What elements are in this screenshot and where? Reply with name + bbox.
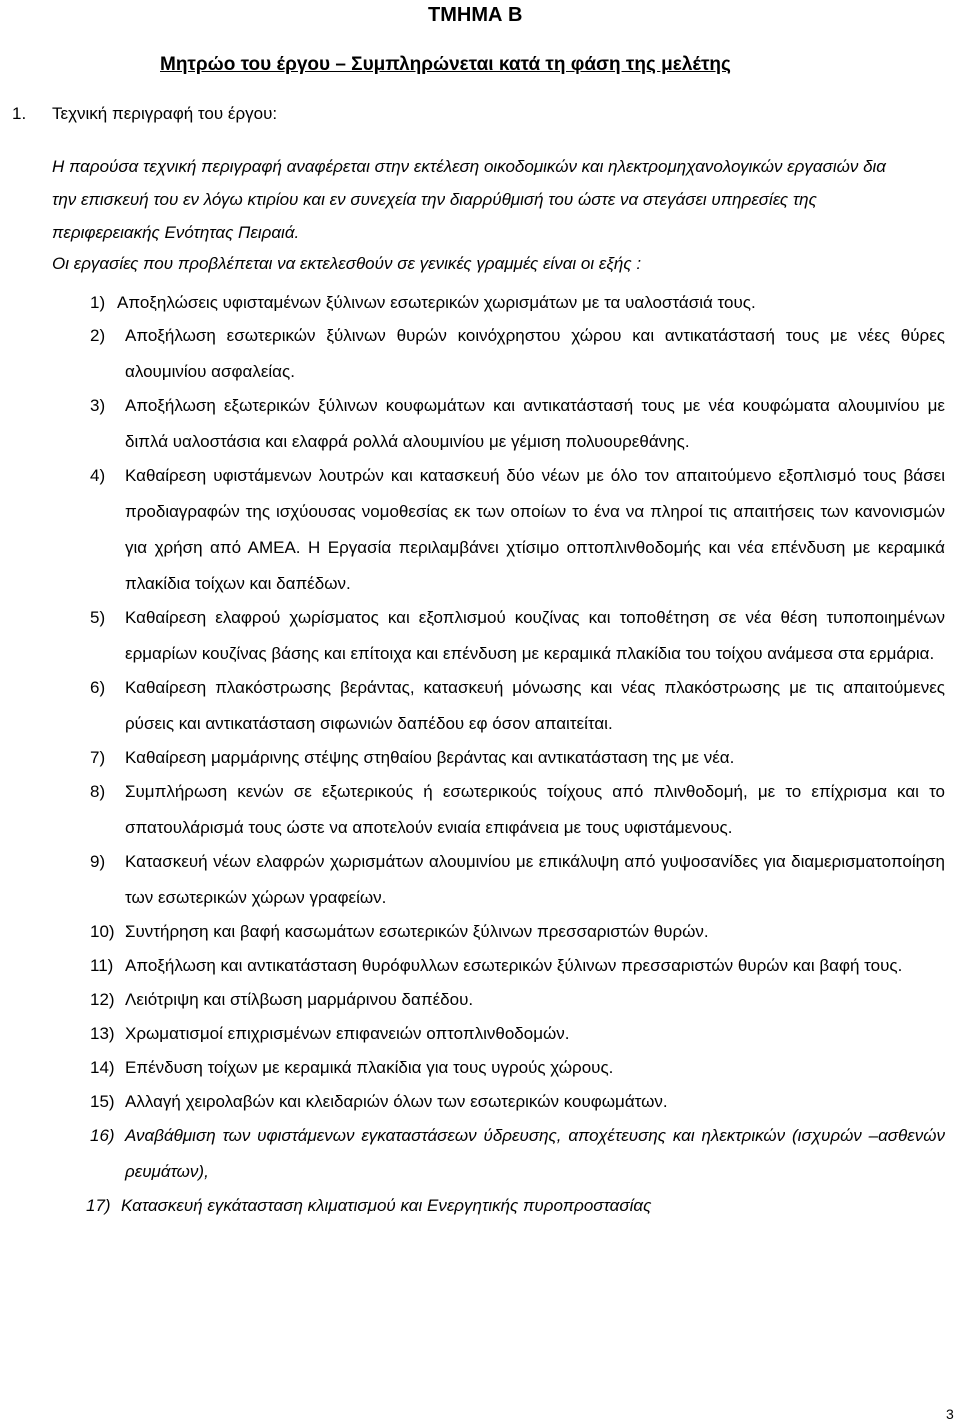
item-number: 8) bbox=[90, 782, 106, 801]
list-item bbox=[90, 948, 945, 984]
item-number: 9) bbox=[90, 852, 106, 871]
item-number: 2) bbox=[90, 326, 106, 345]
item-number: 13) bbox=[90, 1024, 115, 1043]
item-text: Αλλαγή χειρολαβών και κλειδαριών όλων των εσωτερικών κουφωμάτων. bbox=[125, 1092, 668, 1111]
section-heading bbox=[12, 104, 277, 124]
list-item bbox=[90, 1050, 945, 1086]
item-number: 10) bbox=[90, 922, 115, 941]
item-number: 12) bbox=[90, 990, 115, 1009]
heading-title: Τεχνική περιγραφή του έργου: bbox=[52, 104, 278, 123]
heading-number: 1. bbox=[12, 104, 27, 123]
item-number: 5) bbox=[90, 608, 106, 627]
item-text: Επένδυση τοίχων με κεραμικά πλακίδια για τους υγρούς χώρους. bbox=[125, 1058, 614, 1077]
list-item bbox=[90, 286, 945, 320]
item-number: 3) bbox=[90, 396, 106, 415]
item-text: Καθαίρεση μαρμάρινης στέψης στηθαίου βεράντας και αντικατάσταση της με νέα. bbox=[125, 748, 735, 767]
item-text: Αποξήλωση και αντικατάσταση θυρόφυλλων εσωτερικών ξύλινων πρεσσαριστών θυρών και βαφή τους. bbox=[125, 956, 903, 975]
list-item bbox=[90, 740, 945, 776]
item-text: Καθαίρεση υφιστάμενων λουτρών και κατασκευή δύο νέων με όλο τον απαιτούμενο εξοπλισμό τους βάσει προδιαγραφών της ισχύουσας νομοθεσίας εκ των οποίων το ένα να πληροί τις απαιτήσεις των κανονισμών για χρήση από ΑΜΕΑ. Η Εργασία περιλαμβάνει χτίσιμο οπτοπλινθοδομής και νέα επένδυση με κεραμικά πλακίδια τοίχων και δαπέδων. bbox=[125, 466, 945, 593]
item-number: 17) bbox=[86, 1196, 111, 1215]
item-text: Αποξηλώσεις υφισταμένων ξύλινων εσωτερικών χωρισμάτων με τα υαλοστάσιά τους. bbox=[117, 293, 756, 312]
works-intro: Οι εργασίες που προβλέπεται να εκτελεσθούν σε γενικές γραμμές είναι οι εξής : bbox=[52, 254, 642, 273]
document-subtitle: Μητρώο του έργου – Συμπληρώνεται κατά τη φάση της μελέτης bbox=[160, 54, 731, 75]
item-number: 14) bbox=[90, 1058, 115, 1077]
list-item bbox=[90, 318, 945, 390]
list-item bbox=[90, 914, 945, 950]
list-item bbox=[90, 774, 945, 846]
list-item bbox=[90, 1084, 945, 1120]
item-text: Λειότριψη και στίλβωση μαρμάρινου δαπέδου. bbox=[125, 990, 474, 1009]
intro-paragraph: Η παρούσα τεχνική περιγραφή αναφέρεται στην εκτέλεση οικοδομικών και ηλεκτρομηχανολογικών εργασιών δια την επισκευή του εν λόγω κτιρίου και εν συνεχεία την διαρρύθμισή του ώστε να στεγάσει υπηρεσίες της περιφερειακής Ενότητας Πειραιά. bbox=[52, 157, 886, 242]
item-number: 16) bbox=[90, 1126, 115, 1145]
list-item bbox=[90, 1016, 945, 1052]
list-item bbox=[90, 1118, 945, 1190]
item-number: 1) bbox=[90, 293, 106, 312]
item-number: 6) bbox=[90, 678, 106, 697]
item-text: Αποξήλωση εσωτερικών ξύλινων θυρών κοινόχρηστου χώρου και αντικατάστασή τους με νέες θύρες αλουμινίου ασφαλείας. bbox=[125, 326, 945, 381]
works-list bbox=[86, 286, 945, 1222]
item-text: Χρωματισμοί επιχρισμένων επιφανειών οπτοπλινθοδομών. bbox=[125, 1024, 570, 1043]
item-text: Συντήρηση και βαφή κασωμάτων εσωτερικών ξύλινων πρεσσαριστών θυρών. bbox=[125, 922, 709, 941]
item-number: 7) bbox=[90, 748, 106, 767]
list-item bbox=[90, 458, 945, 602]
item-text: Αναβάθμιση των υφιστάμενων εγκαταστάσεων ύδρευσης, αποχέτευσης και ηλεκτρικών (ισχυρών –ασθενών ρευμάτων), bbox=[125, 1126, 945, 1181]
list-item bbox=[90, 670, 945, 742]
list-item bbox=[86, 1188, 945, 1224]
list-item bbox=[90, 982, 945, 1018]
item-text: Καθαίρεση ελαφρού χωρίσματος και εξοπλισμού κουζίνας και τοποθέτηση σε νέα θέση τυποποιημένων ερμαρίων κουζίνας βάσης και επίτοιχα και επένδυση με κεραμικά πλακίδια του τοίχου ανάμεσα στα ερμάρια. bbox=[125, 608, 945, 663]
item-number: 4) bbox=[90, 466, 106, 485]
item-text: Κατασκευή νέων ελαφρών χωρισμάτων αλουμινίου με επικάλυψη από γυψοσανίδες για διαμερισματοποίηση των εσωτερικών χώρων γραφείων. bbox=[125, 852, 945, 907]
item-text: Καθαίρεση πλακόστρωσης βεράντας, κατασκευή μόνωσης και νέας πλακόστρωσης με τις απαιτούμενες ρύσεις και αντικατάσταση σιφωνιών δαπέδου εφ όσον απαιτείται. bbox=[125, 678, 945, 733]
list-item bbox=[90, 388, 945, 460]
item-text: Συμπλήρωση κενών σε εξωτερικούς ή εσωτερικούς τοίχους από πλινθοδομή, με το επίχρισμα και το σπατουλάρισμά τους ώστε να αποτελούν ενιαία επιφάνεια με τους υφιστάμενους. bbox=[125, 782, 945, 837]
list-item bbox=[90, 600, 945, 672]
list-item bbox=[90, 844, 945, 916]
item-text: Αποξήλωση εξωτερικών ξύλινων κουφωμάτων και αντικατάστασή τους με νέα κουφώματα αλουμινίου με διπλά υαλοστάσια και ελαφρά ρολλά αλουμινίου με γέμιση πολυουρεθάνης. bbox=[125, 396, 945, 451]
page-number: 3 bbox=[946, 1406, 954, 1422]
item-text: Κατασκευή εγκάτασταση κλιματισμού και Ενεργητικής πυροπροστασίας bbox=[121, 1196, 652, 1215]
item-number: 15) bbox=[90, 1092, 115, 1111]
item-number: 11) bbox=[90, 956, 114, 975]
